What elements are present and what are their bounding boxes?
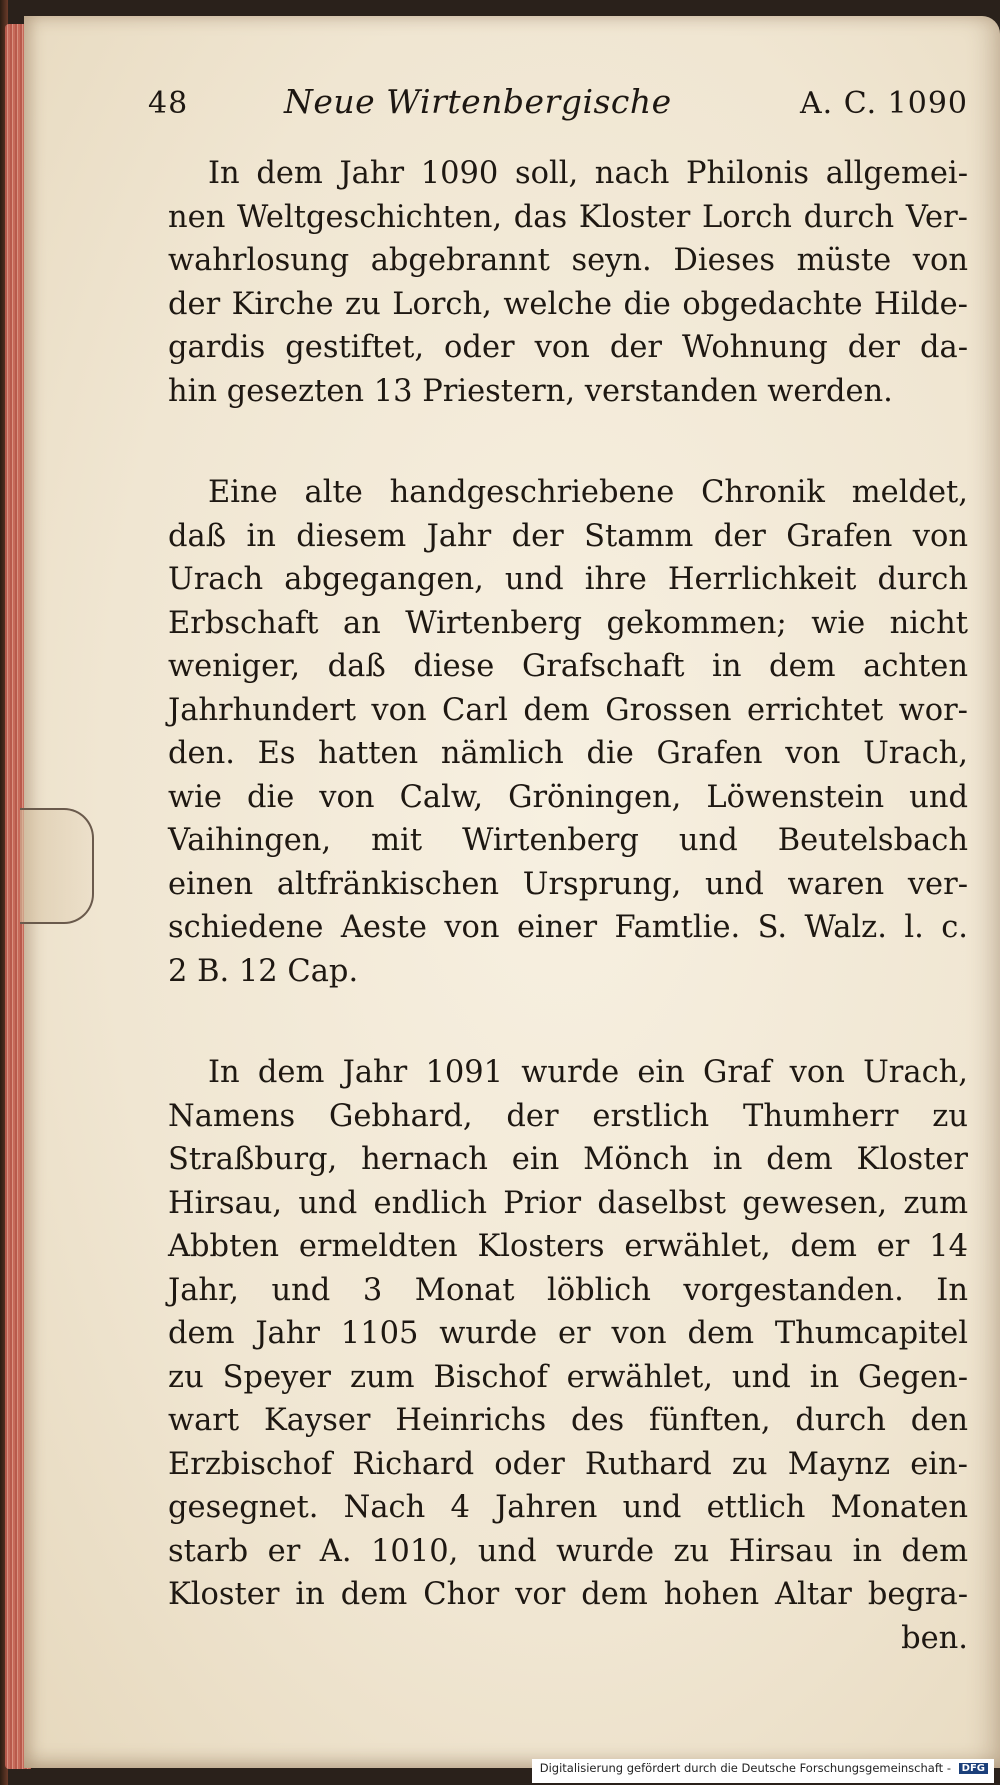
text-line: Namens Gebhard, der erstlich Thumherr zu	[168, 1098, 968, 1134]
text-line: Jahrhundert von Carl dem Grossen errichtet wor-	[168, 692, 968, 728]
text-line: Erbschaft an Wirtenberg gekommen; wie nicht	[168, 605, 968, 641]
bookmark-ribbon	[20, 808, 94, 924]
text-line: daß in diesem Jahr der Stamm der Grafen von	[168, 518, 968, 554]
text-line: hin gesezten 13 Priestern, verstanden werden.	[168, 373, 893, 409]
text-line: gesegnet. Nach 4 Jahren und ettlich Monaten	[168, 1490, 968, 1525]
page-header	[148, 80, 968, 130]
text-line: Abbten ermeldten Klosters erwählet, dem er 14	[168, 1229, 968, 1264]
text-line: Straßburg, hernach ein Mönch in dem Kloster	[168, 1142, 968, 1177]
text-line: einen altfränkischen Ursprung, und waren ver-	[168, 866, 968, 902]
body-text	[168, 152, 968, 1718]
text-line: 2 B. 12 Cap.	[168, 953, 359, 989]
text-line: wahrlosung abgebrannt seyn. Dieses müste von	[168, 243, 968, 278]
paragraph-3	[168, 1051, 968, 1660]
text-line: Hirsau, und endlich Prior daselbst gewesen, zum	[168, 1185, 968, 1221]
text-line: den. Es hatten nämlich die Grafen von Urach,	[168, 736, 968, 771]
text-line: In dem Jahr 1091 wurde ein Graf von Urach,	[208, 1055, 968, 1090]
text-line: wart Kayser Heinrichs des fünften, durch den	[168, 1403, 968, 1438]
credit-text: Digitalisierung gefördert durch die Deutsche Forschungsgemeinschaft -	[539, 1761, 951, 1775]
text-line: Eine alte handgeschriebene Chronik meldet,	[208, 475, 968, 510]
text-line: dem Jahr 1105 wurde er von dem Thumcapitel	[168, 1316, 968, 1351]
text-line: weniger, daß diese Grafschaft in dem achten	[168, 649, 968, 684]
page-number: 48	[148, 86, 189, 121]
year-marker: A. C. 1090	[799, 86, 968, 121]
text-line: zu Speyer zum Bischof erwählet, und in Gegen-	[168, 1359, 968, 1395]
text-line: ben.	[901, 1620, 968, 1656]
text-line: der Kirche zu Lorch, welche die obgedachte Hilde-	[168, 286, 968, 322]
text-line: schiedene Aeste von einer Famtlie. S. Walz. l. c.	[168, 910, 968, 945]
text-line: Kloster in dem Chor vor dem hohen Altar begra-	[168, 1577, 968, 1612]
text-line: wie die von Calw, Gröningen, Löwenstein und	[168, 779, 968, 815]
dfg-logo: DFG	[959, 1763, 988, 1774]
paragraph-2	[168, 471, 968, 993]
text-line: starb er A. 1010, und wurde zu Hirsau in dem	[168, 1533, 968, 1569]
text-line: Vaihingen, mit Wirtenberg und Beutelsbach	[168, 823, 968, 858]
text-line: gardis gestiftet, oder von der Wohnung der da-	[168, 330, 968, 365]
paragraph-1	[168, 152, 968, 413]
text-line: nen Weltgeschichten, das Kloster Lorch durch Ver-	[168, 199, 968, 235]
running-title: Neue Wirtenbergische	[284, 82, 672, 121]
text-line: Erzbischof Richard oder Ruthard zu Maynz ein-	[168, 1446, 968, 1482]
text-line: Urach abgegangen, und ihre Herrlichkeit durch	[168, 562, 968, 597]
text-line: In dem Jahr 1090 soll, nach Philonis allgemei-	[208, 156, 968, 191]
digitization-credit	[532, 1759, 994, 1783]
text-line: Jahr, und 3 Monat löblich vorgestanden. In	[168, 1272, 968, 1308]
